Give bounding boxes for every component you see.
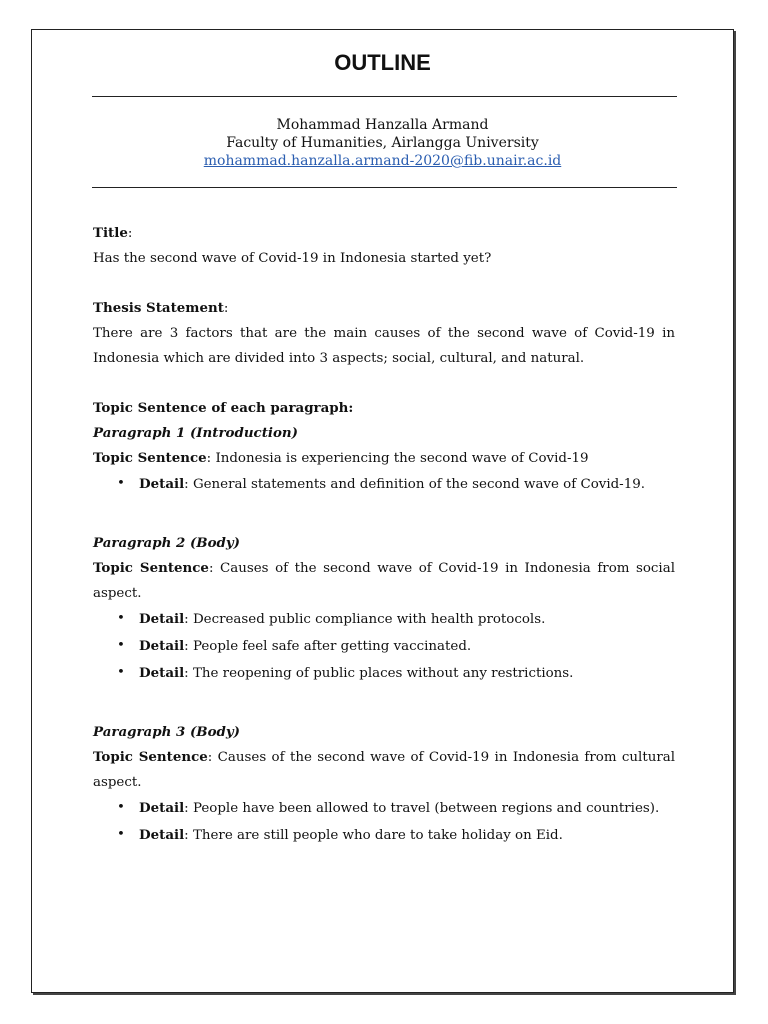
detail-text: : The reopening of public places without any restrictions. xyxy=(184,666,574,681)
detail-text: : People feel safe after getting vaccinated. xyxy=(184,639,472,654)
paragraph-3-topic xyxy=(93,745,675,795)
paragraph-1-details xyxy=(93,471,675,498)
bullet-icon: • xyxy=(117,800,125,815)
bullet-icon: • xyxy=(117,638,125,653)
list-item xyxy=(93,660,675,687)
topic-text: : Causes of the second wave of Covid-19 in Indonesia from social aspect. xyxy=(93,561,675,601)
detail-label: Detail xyxy=(139,476,185,492)
thesis-label: Thesis Statement xyxy=(93,300,224,316)
detail-text: : Decreased public compliance with health protocols. xyxy=(184,612,546,627)
thesis-colon: : xyxy=(223,301,229,316)
topic-label: Topic Sentence xyxy=(93,749,208,765)
outline-content xyxy=(93,221,675,849)
author-block xyxy=(32,116,733,170)
detail-label: Detail xyxy=(139,827,185,843)
document-heading: OUTLINE xyxy=(334,50,431,75)
author-email-link[interactable]: mohammad.hanzalla.armand-2020@fib.unair.ac.id xyxy=(203,153,562,169)
thesis-text: There are 3 factors that are the main causes of the second wave of Covid-19 in Indonesia which are divided into 3 aspects; social, cultural, and natural. xyxy=(93,326,675,366)
topic-text: : Indonesia is experiencing the second wave of Covid-19 xyxy=(206,451,589,466)
detail-text: : People have been allowed to travel (between regions and countries). xyxy=(184,801,660,816)
title-label-line xyxy=(93,221,675,246)
title-text: Has the second wave of Covid-19 in Indonesia started yet? xyxy=(93,251,492,266)
detail-label: Detail xyxy=(139,665,185,681)
title-label: Title xyxy=(93,225,128,241)
paragraph-2-details xyxy=(93,606,675,687)
paragraph-3-details xyxy=(93,795,675,849)
paragraph-2-heading: Paragraph 2 (Body) xyxy=(93,535,241,551)
list-item xyxy=(93,633,675,660)
document-page xyxy=(31,29,734,993)
author-affiliation: Faculty of Humanities, Airlangga University xyxy=(226,135,539,151)
topic-label: Topic Sentence xyxy=(93,560,209,576)
author-name: Mohammad Hanzalla Armand xyxy=(276,117,489,133)
detail-label: Detail xyxy=(139,800,185,816)
list-item xyxy=(93,606,675,633)
paragraph-3-heading: Paragraph 3 (Body) xyxy=(93,724,241,740)
header-bottom-rule xyxy=(92,187,677,188)
bullet-icon: • xyxy=(117,827,125,842)
bullet-icon: • xyxy=(117,665,125,680)
detail-text: : General statements and definition of the second wave of Covid-19. xyxy=(184,477,645,492)
title-colon: : xyxy=(127,226,133,241)
detail-label: Detail xyxy=(139,638,185,654)
list-item xyxy=(93,822,675,849)
topic-label: Topic Sentence xyxy=(93,450,207,466)
bullet-icon: • xyxy=(117,611,125,626)
paragraph-2-topic xyxy=(93,556,675,606)
paragraph-1-topic xyxy=(93,446,675,471)
topic-text: : Causes of the second wave of Covid-19 in Indonesia from cultural aspect. xyxy=(93,750,675,790)
bullet-icon: • xyxy=(117,476,125,491)
list-item xyxy=(93,471,675,498)
paragraph-1-heading: Paragraph 1 (Introduction) xyxy=(93,425,298,441)
thesis-label-line xyxy=(93,296,675,321)
detail-text: : There are still people who dare to take holiday on Eid. xyxy=(184,828,563,843)
detail-label: Detail xyxy=(139,611,185,627)
topic-sentences-heading: Topic Sentence of each paragraph: xyxy=(93,400,354,416)
header-top-rule xyxy=(92,96,677,97)
list-item xyxy=(93,795,675,822)
